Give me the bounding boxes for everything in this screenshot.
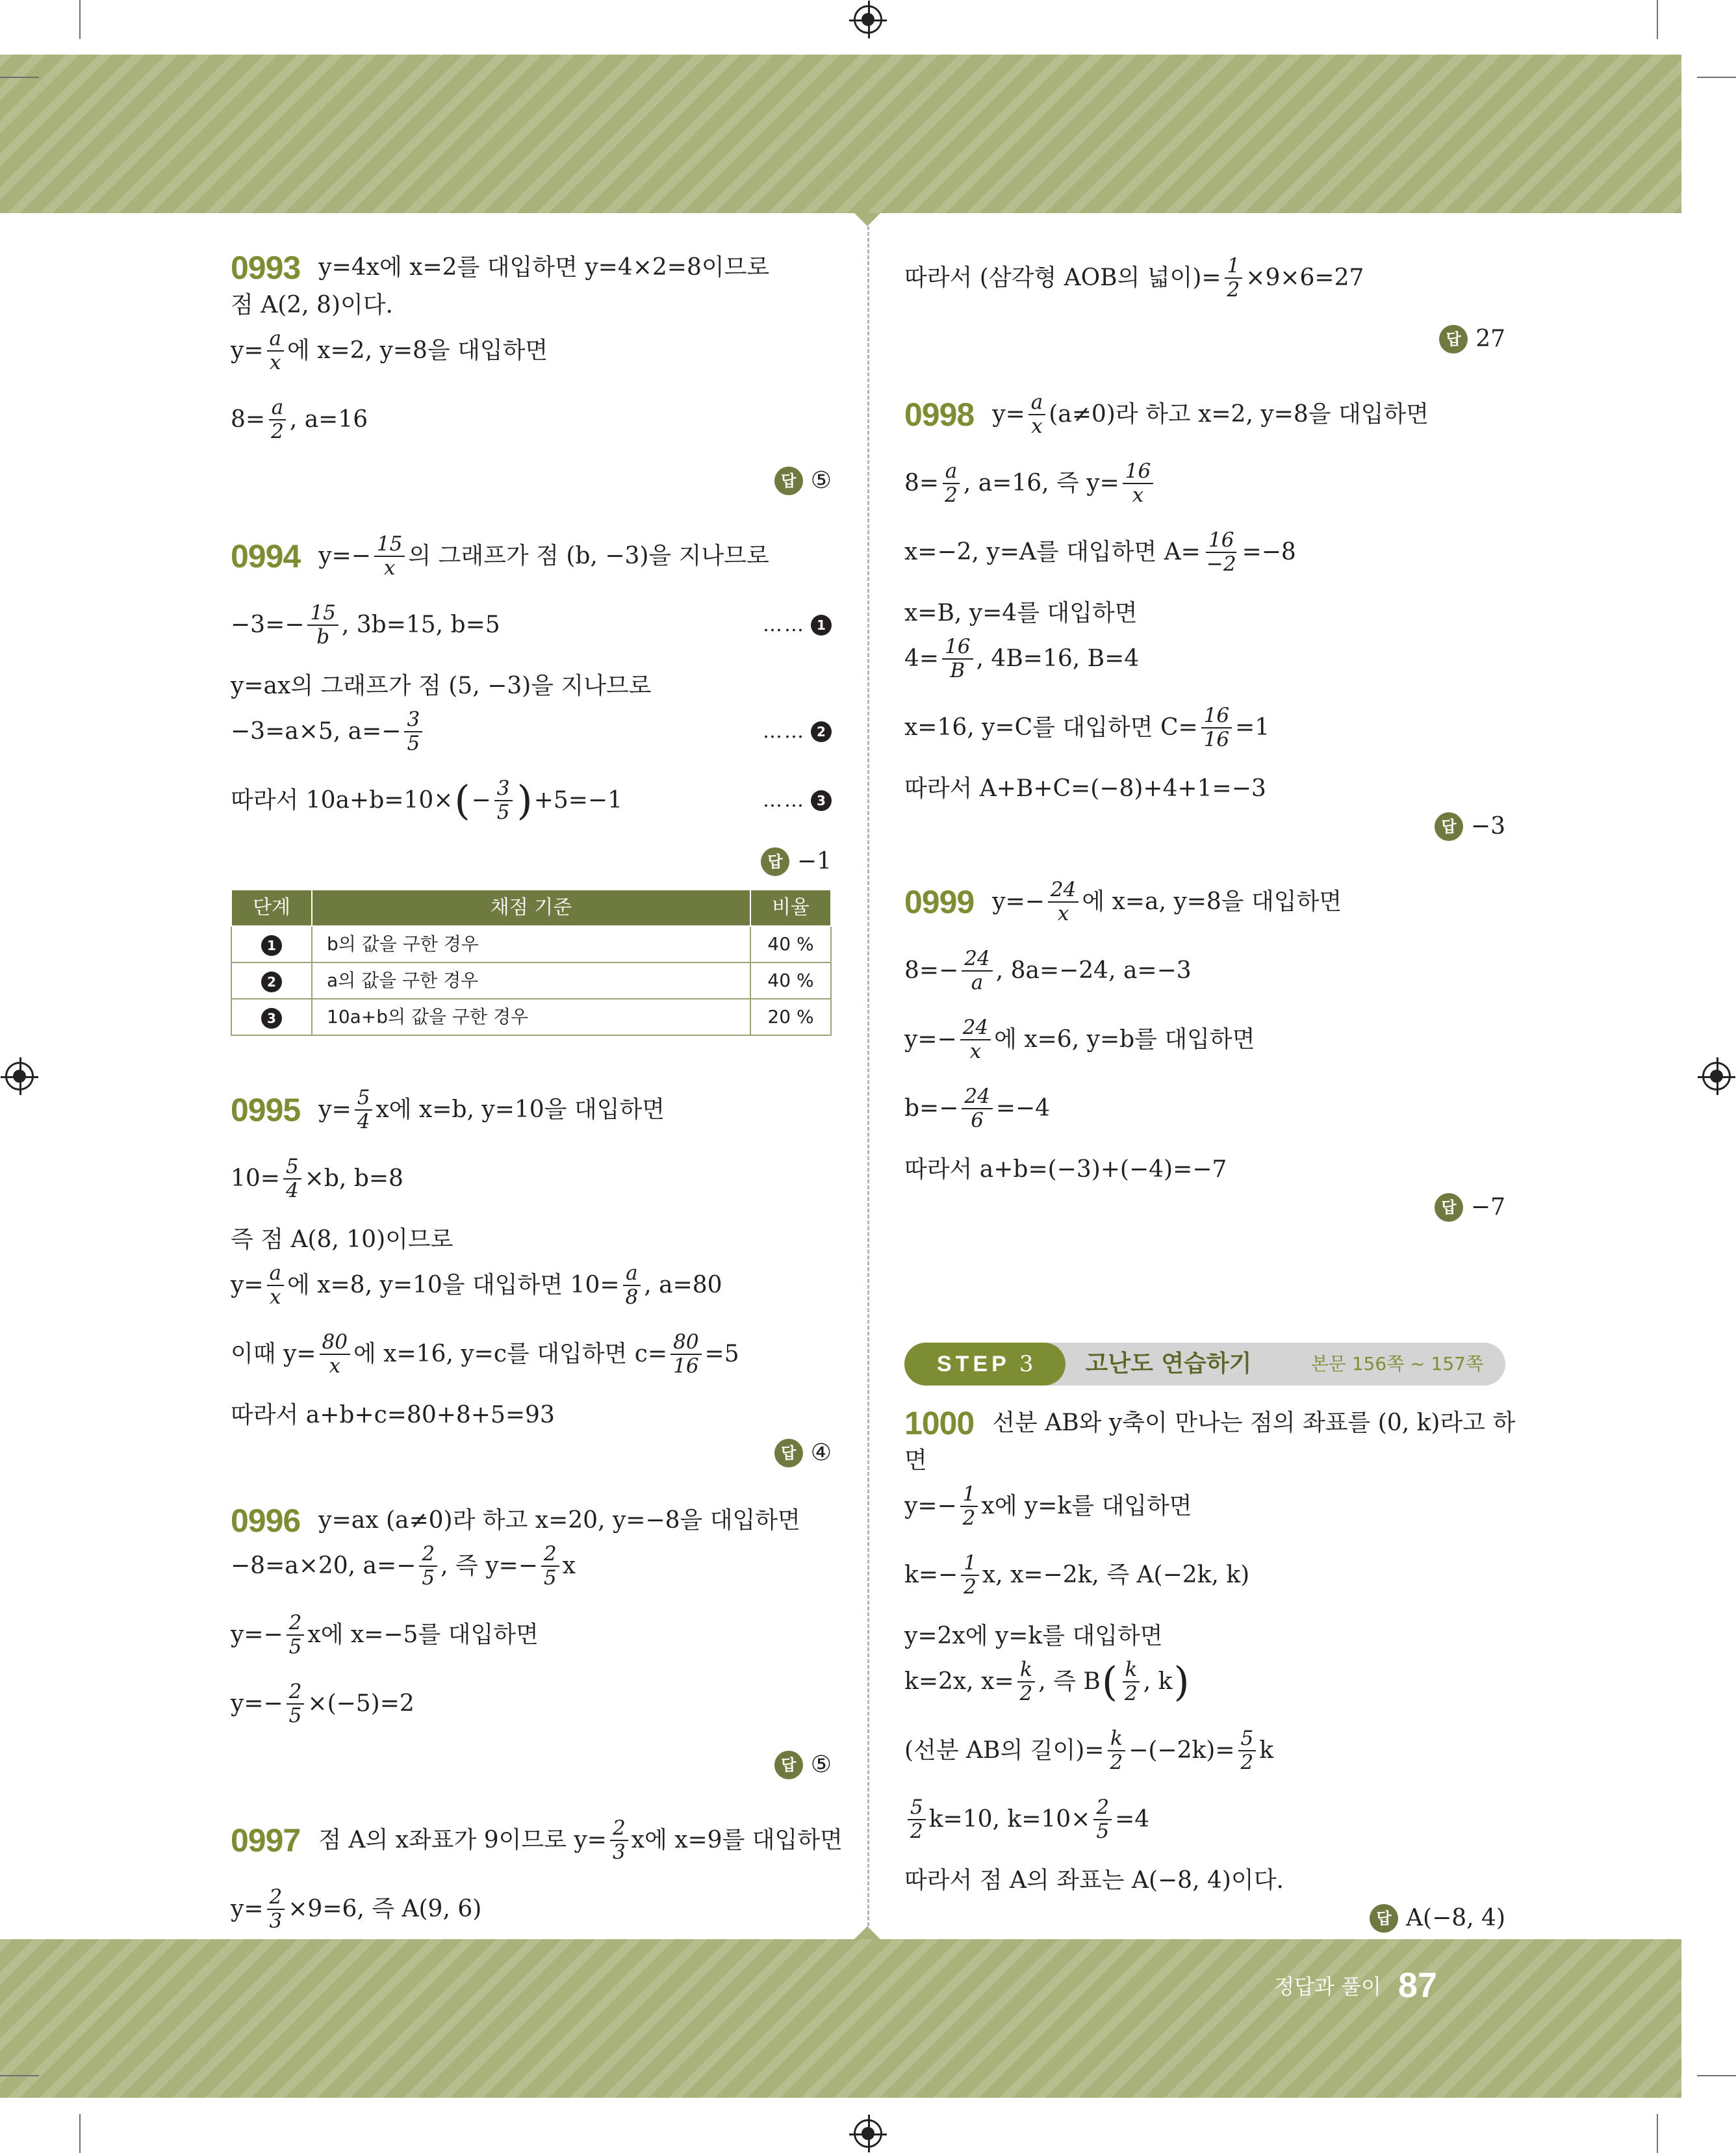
- fraction: $\frac{5}{2}$: [908, 1798, 926, 1842]
- fraction: $\frac{k}{2}$: [1017, 1660, 1036, 1704]
- solution-text: , 8a=−24, a=−3: [995, 957, 1192, 984]
- problem-number: 0994: [231, 538, 301, 574]
- footer-notch: [854, 1926, 880, 1939]
- solution-text: k=10, k=10×: [928, 1806, 1091, 1833]
- solution-text: y=−: [904, 1026, 957, 1053]
- fraction: $\frac{a}{2}$: [942, 461, 960, 506]
- solution-text: −3=a×5, a=−: [231, 718, 402, 745]
- solution-text: y=−: [231, 1621, 283, 1648]
- solution-text: x=16, y=C를 대입하면 C=: [904, 714, 1198, 741]
- answer: [904, 812, 1505, 841]
- fraction: $\frac{5}{4}$: [283, 1157, 301, 1201]
- fraction: $\frac{k}{2}$: [1107, 1729, 1125, 1773]
- scoring-table-header: [231, 890, 831, 926]
- answer-value: 27: [1475, 326, 1505, 352]
- solution-text: b=−: [904, 1095, 959, 1122]
- solution-line: y=2x에 y=k를 대입하면: [904, 1623, 1163, 1649]
- header-band: [0, 55, 1681, 213]
- fraction: $\frac{80}{16}$: [670, 1332, 701, 1376]
- solution-text: , a=80: [644, 1272, 722, 1298]
- solution-text: 따라서 (삼각형 AOB의 넓이)=: [904, 264, 1221, 291]
- fraction: $\frac{16}{16}$: [1201, 706, 1232, 750]
- answer-icon: 답: [774, 1439, 803, 1467]
- answer-value: −3: [1470, 813, 1505, 840]
- step-number: 3: [261, 1008, 282, 1029]
- left-paren: (: [454, 777, 470, 824]
- fraction: $\frac{2}{5}$: [287, 1613, 305, 1657]
- fraction: $\frac{a}{2}$: [268, 398, 287, 442]
- answer-icon: 답: [1435, 812, 1463, 841]
- fraction: $\frac{80}{x}$: [320, 1332, 350, 1376]
- registration-mark-icon: [1702, 1062, 1731, 1090]
- fraction: $\frac{1}{2}$: [1225, 256, 1243, 300]
- right-column: [904, 253, 1516, 1972]
- fraction: $\frac{a}{x}$: [1028, 393, 1045, 437]
- solution-line: x=B, y=4를 대입하면: [904, 600, 1138, 626]
- solution-text: +5=−1: [533, 787, 623, 814]
- answer-icon: 답: [1439, 325, 1468, 354]
- fraction: $\frac{a}{x}$: [267, 329, 284, 373]
- answer-value: −1: [797, 848, 832, 875]
- ratio-cell: 20 %: [750, 999, 831, 1035]
- solution-text: =−4: [995, 1095, 1051, 1122]
- answer: [231, 1439, 832, 1467]
- fraction: $\frac{16}{-2}$: [1206, 528, 1236, 576]
- solution-line: 면: [904, 1447, 927, 1474]
- fraction: $\frac{2}{3}$: [267, 1887, 285, 1931]
- solution-line: 점 A(2, 8)이다.: [231, 292, 393, 318]
- textbook-page-reference: 본문 156쪽 ~ 157쪽: [1310, 1353, 1483, 1374]
- ratio-cell: 40 %: [750, 962, 831, 999]
- crop-mark: [1657, 2114, 1658, 2153]
- problem-number: 1000: [904, 1405, 975, 1441]
- solution-text: k=−: [904, 1562, 958, 1588]
- fraction: $\frac{5}{4}$: [355, 1088, 373, 1132]
- fraction: $\frac{15}{x}$: [374, 534, 405, 578]
- fraction: $\frac{k}{2}$: [1122, 1660, 1140, 1704]
- solution-text: 10=: [231, 1165, 280, 1192]
- solution-text: −3=−: [231, 612, 305, 638]
- right-paren: ): [517, 777, 533, 824]
- solution-text: 에 x=16, y=c를 대입하면 c=: [353, 1341, 668, 1367]
- solution-text: y=: [992, 401, 1025, 428]
- fraction: $\frac{a}{8}$: [623, 1263, 641, 1308]
- fraction: $\frac{24}{x}$: [960, 1018, 991, 1062]
- solution-text: =1: [1235, 714, 1270, 741]
- problem-0994: [231, 534, 832, 1036]
- solution-text: y=−: [231, 1690, 283, 1717]
- solution-text: 의 그래프가 점 (b, −3)을 지나므로: [408, 543, 769, 569]
- answer-icon: 답: [774, 467, 803, 495]
- answer-icon: 답: [1435, 1193, 1463, 1222]
- solution-text: x=−2, y=A를 대입하면 A=: [904, 539, 1201, 565]
- solution-line: 즉 점 A(8, 10)이므로: [231, 1226, 453, 1253]
- solution-line: y=ax의 그래프가 점 (5, −3)을 지나므로: [231, 673, 652, 699]
- solution-text: y=: [231, 1896, 264, 1922]
- solution-text: =−8: [1242, 539, 1296, 565]
- answer-value: ④: [810, 1439, 832, 1466]
- column-header: 단계: [231, 890, 312, 926]
- crop-mark: [1697, 2075, 1736, 2076]
- fraction: $\frac{2}{5}$: [1093, 1798, 1112, 1842]
- problem-number: 0999: [904, 884, 975, 920]
- solution-text: , a=16, 즉 y=: [963, 470, 1119, 496]
- header-notch: [854, 213, 880, 226]
- solution-text: x, x=−2k, 즉 A(−2k, k): [982, 1562, 1250, 1588]
- step-marker-1: …… 1: [763, 611, 832, 639]
- answer: [904, 1904, 1505, 1933]
- solution-text: 8=: [231, 406, 266, 433]
- fraction: $\frac{16}{x}$: [1123, 461, 1153, 506]
- solution-text: x에 x=9를 대입하면: [631, 1827, 843, 1853]
- page-number: 87: [1398, 1966, 1437, 2005]
- step-number: 1: [261, 935, 282, 956]
- solution-text: y=−: [318, 543, 371, 569]
- solution-text: 에 x=6, y=b를 대입하면: [994, 1026, 1255, 1053]
- problem-0995: [231, 1088, 832, 1467]
- answer: [231, 467, 832, 495]
- solution-text: , 즉 B: [1038, 1668, 1101, 1695]
- solution-text: −(−2k)=: [1129, 1737, 1235, 1764]
- right-paren: ): [1173, 1658, 1190, 1705]
- solution-line: 따라서 a+b=(−3)+(−4)=−7: [904, 1156, 1227, 1183]
- fraction: $\frac{3}{5}$: [494, 779, 513, 823]
- left-paren: (: [1101, 1658, 1118, 1705]
- step-3-header: [904, 1343, 1505, 1386]
- step-marker-2: …… 2: [763, 717, 832, 746]
- problem-0999: [904, 880, 1505, 1222]
- problem-0997-part1: [231, 1816, 843, 1933]
- problem-0997-part2: [904, 256, 1505, 354]
- table-row: [231, 999, 831, 1035]
- fraction: $\frac{24}{6}$: [962, 1087, 992, 1131]
- solution-line: 선분 AB와 y축이 만나는 점의 좌표를 (0, k)라고 하: [992, 1410, 1516, 1436]
- problem-number: 0998: [904, 396, 975, 433]
- solution-line: y=4x에 x=2를 대입하면 y=4×2=8이므로: [318, 254, 770, 281]
- solution-text: 에 x=a, y=8을 대입하면: [1082, 888, 1342, 915]
- solution-line: 따라서 a+b+c=80+8+5=93: [231, 1402, 555, 1428]
- solution-text: 8=: [904, 470, 939, 496]
- problem-0996: [231, 1502, 832, 1779]
- answer-value: A(−8, 4): [1406, 1905, 1505, 1931]
- column-header: 채점 기준: [312, 890, 750, 926]
- solution-text: ×b, b=8: [304, 1165, 403, 1192]
- fraction: $\frac{2}{5}$: [287, 1682, 305, 1726]
- solution-text: (a≠0)라 하고 x=2, y=8을 대입하면: [1049, 401, 1429, 428]
- criterion-cell: 10a+b의 값을 구한 경우: [312, 999, 750, 1035]
- fraction: $\frac{2}{5}$: [419, 1544, 437, 1588]
- solution-text: 이때 y=: [231, 1341, 316, 1367]
- solution-text: ×9=6, 즉 A(9, 6): [288, 1896, 482, 1922]
- solution-text: ×(−5)=2: [307, 1690, 415, 1717]
- fraction: $\frac{24}{x}$: [1048, 880, 1079, 924]
- crop-mark: [79, 2114, 81, 2153]
- problem-0993: [231, 250, 832, 495]
- answer-value: ⑤: [810, 1751, 832, 1778]
- answer-icon: 답: [761, 847, 789, 876]
- problem-number: 0997: [231, 1822, 301, 1859]
- solution-text: , a=16: [289, 406, 368, 433]
- answer: [231, 847, 832, 876]
- page-footer: [1274, 1965, 1437, 2005]
- solution-text: y=: [231, 337, 264, 364]
- solution-text: y=−: [904, 1493, 957, 1519]
- answer-icon: 답: [1370, 1904, 1398, 1933]
- solution-text: y=: [318, 1096, 351, 1123]
- scoring-table: [231, 889, 832, 1036]
- column-divider: [867, 226, 869, 1926]
- solution-text: , 4B=16, B=4: [976, 645, 1140, 672]
- solution-text: (선분 AB의 길이)=: [904, 1737, 1104, 1764]
- solution-text: x에 x=b, y=10을 대입하면: [376, 1096, 665, 1123]
- solution-text: 에 x=8, y=10을 대입하면 10=: [287, 1272, 620, 1298]
- fraction: $\frac{a}{x}$: [267, 1263, 284, 1308]
- problem-1000: [904, 1405, 1516, 1933]
- fraction: $\frac{2}{5}$: [541, 1544, 559, 1588]
- crop-mark: [1657, 0, 1658, 39]
- solution-text: ×9×6=27: [1245, 264, 1364, 291]
- fraction: $\frac{2}{3}$: [610, 1818, 628, 1863]
- solution-text: −: [471, 787, 491, 814]
- problem-number: 0993: [231, 250, 301, 286]
- problem-number: 0996: [231, 1502, 301, 1539]
- answer-icon: 답: [774, 1751, 803, 1779]
- left-column: [231, 250, 843, 1956]
- solution-line: y=ax (a≠0)라 하고 x=20, y=−8을 대입하면: [318, 1507, 800, 1534]
- fraction: $\frac{3}{5}$: [404, 710, 422, 754]
- solution-text: , 3b=15, b=5: [341, 612, 500, 638]
- answer: [904, 1193, 1505, 1222]
- solution-text: , 즉 y=−: [440, 1553, 538, 1579]
- fraction: $\frac{1}{2}$: [961, 1553, 979, 1597]
- solution-text: 8=−: [904, 957, 959, 984]
- registration-mark-icon: [854, 2119, 882, 2148]
- solution-text: 4=: [904, 645, 939, 672]
- fraction: $\frac{16}{B}$: [942, 637, 973, 681]
- solution-line: 따라서 점 A의 좌표는 A(−8, 4)이다.: [904, 1867, 1284, 1894]
- solution-text: 따라서 10a+b=10×: [231, 787, 453, 814]
- fraction: $\frac{15}{b}$: [307, 603, 338, 647]
- solution-text: =4: [1115, 1806, 1150, 1833]
- fraction: $\frac{24}{a}$: [962, 949, 992, 993]
- ratio-cell: 40 %: [750, 926, 831, 962]
- registration-mark-icon: [5, 1062, 34, 1090]
- solution-text: 점 A의 x좌표가 9이므로 y=: [318, 1827, 607, 1853]
- solution-text: x에 y=k를 대입하면: [981, 1493, 1192, 1519]
- solution-text: x에 x=−5를 대입하면: [307, 1621, 539, 1648]
- fraction: $\frac{5}{2}$: [1238, 1729, 1257, 1773]
- column-header: 비율: [750, 890, 831, 926]
- footer-section-label: 정답과 풀이: [1274, 1974, 1381, 1999]
- solution-text: 에 x=2, y=8을 대입하면: [287, 337, 548, 364]
- criterion-cell: b의 값을 구한 경우: [312, 926, 750, 962]
- solution-text: y=−: [992, 888, 1045, 915]
- step-number: 2: [261, 972, 282, 992]
- answer-value: −7: [1470, 1194, 1505, 1220]
- problem-0998: [904, 393, 1505, 841]
- step-title: 고난도 연습하기: [1085, 1350, 1252, 1377]
- solution-text: y=: [231, 1272, 264, 1298]
- crop-mark: [79, 0, 81, 39]
- solution-text: −8=a×20, a=−: [231, 1553, 416, 1579]
- crop-mark: [0, 77, 39, 78]
- answer: [231, 1751, 832, 1779]
- solution-text: k: [1259, 1737, 1274, 1764]
- table-row: [231, 926, 831, 962]
- step-badge: STEP 3: [904, 1343, 1066, 1386]
- step-marker-3: …… 3: [763, 786, 832, 815]
- criterion-cell: a의 값을 구한 경우: [312, 962, 750, 999]
- fraction: $\frac{1}{2}$: [960, 1484, 978, 1528]
- answer-value: ⑤: [810, 467, 832, 494]
- solution-text: , k: [1143, 1668, 1173, 1695]
- solution-text: x: [562, 1553, 576, 1579]
- problem-number: 0995: [231, 1092, 301, 1128]
- answer: [904, 325, 1505, 354]
- crop-mark: [1697, 77, 1736, 78]
- registration-mark-icon: [854, 5, 882, 34]
- solution-text: k=2x, x=: [904, 1668, 1014, 1695]
- table-row: [231, 962, 831, 999]
- crop-mark: [0, 2075, 39, 2076]
- solution-line: 따라서 A+B+C=(−8)+4+1=−3: [904, 775, 1266, 802]
- solution-text: =5: [704, 1341, 739, 1367]
